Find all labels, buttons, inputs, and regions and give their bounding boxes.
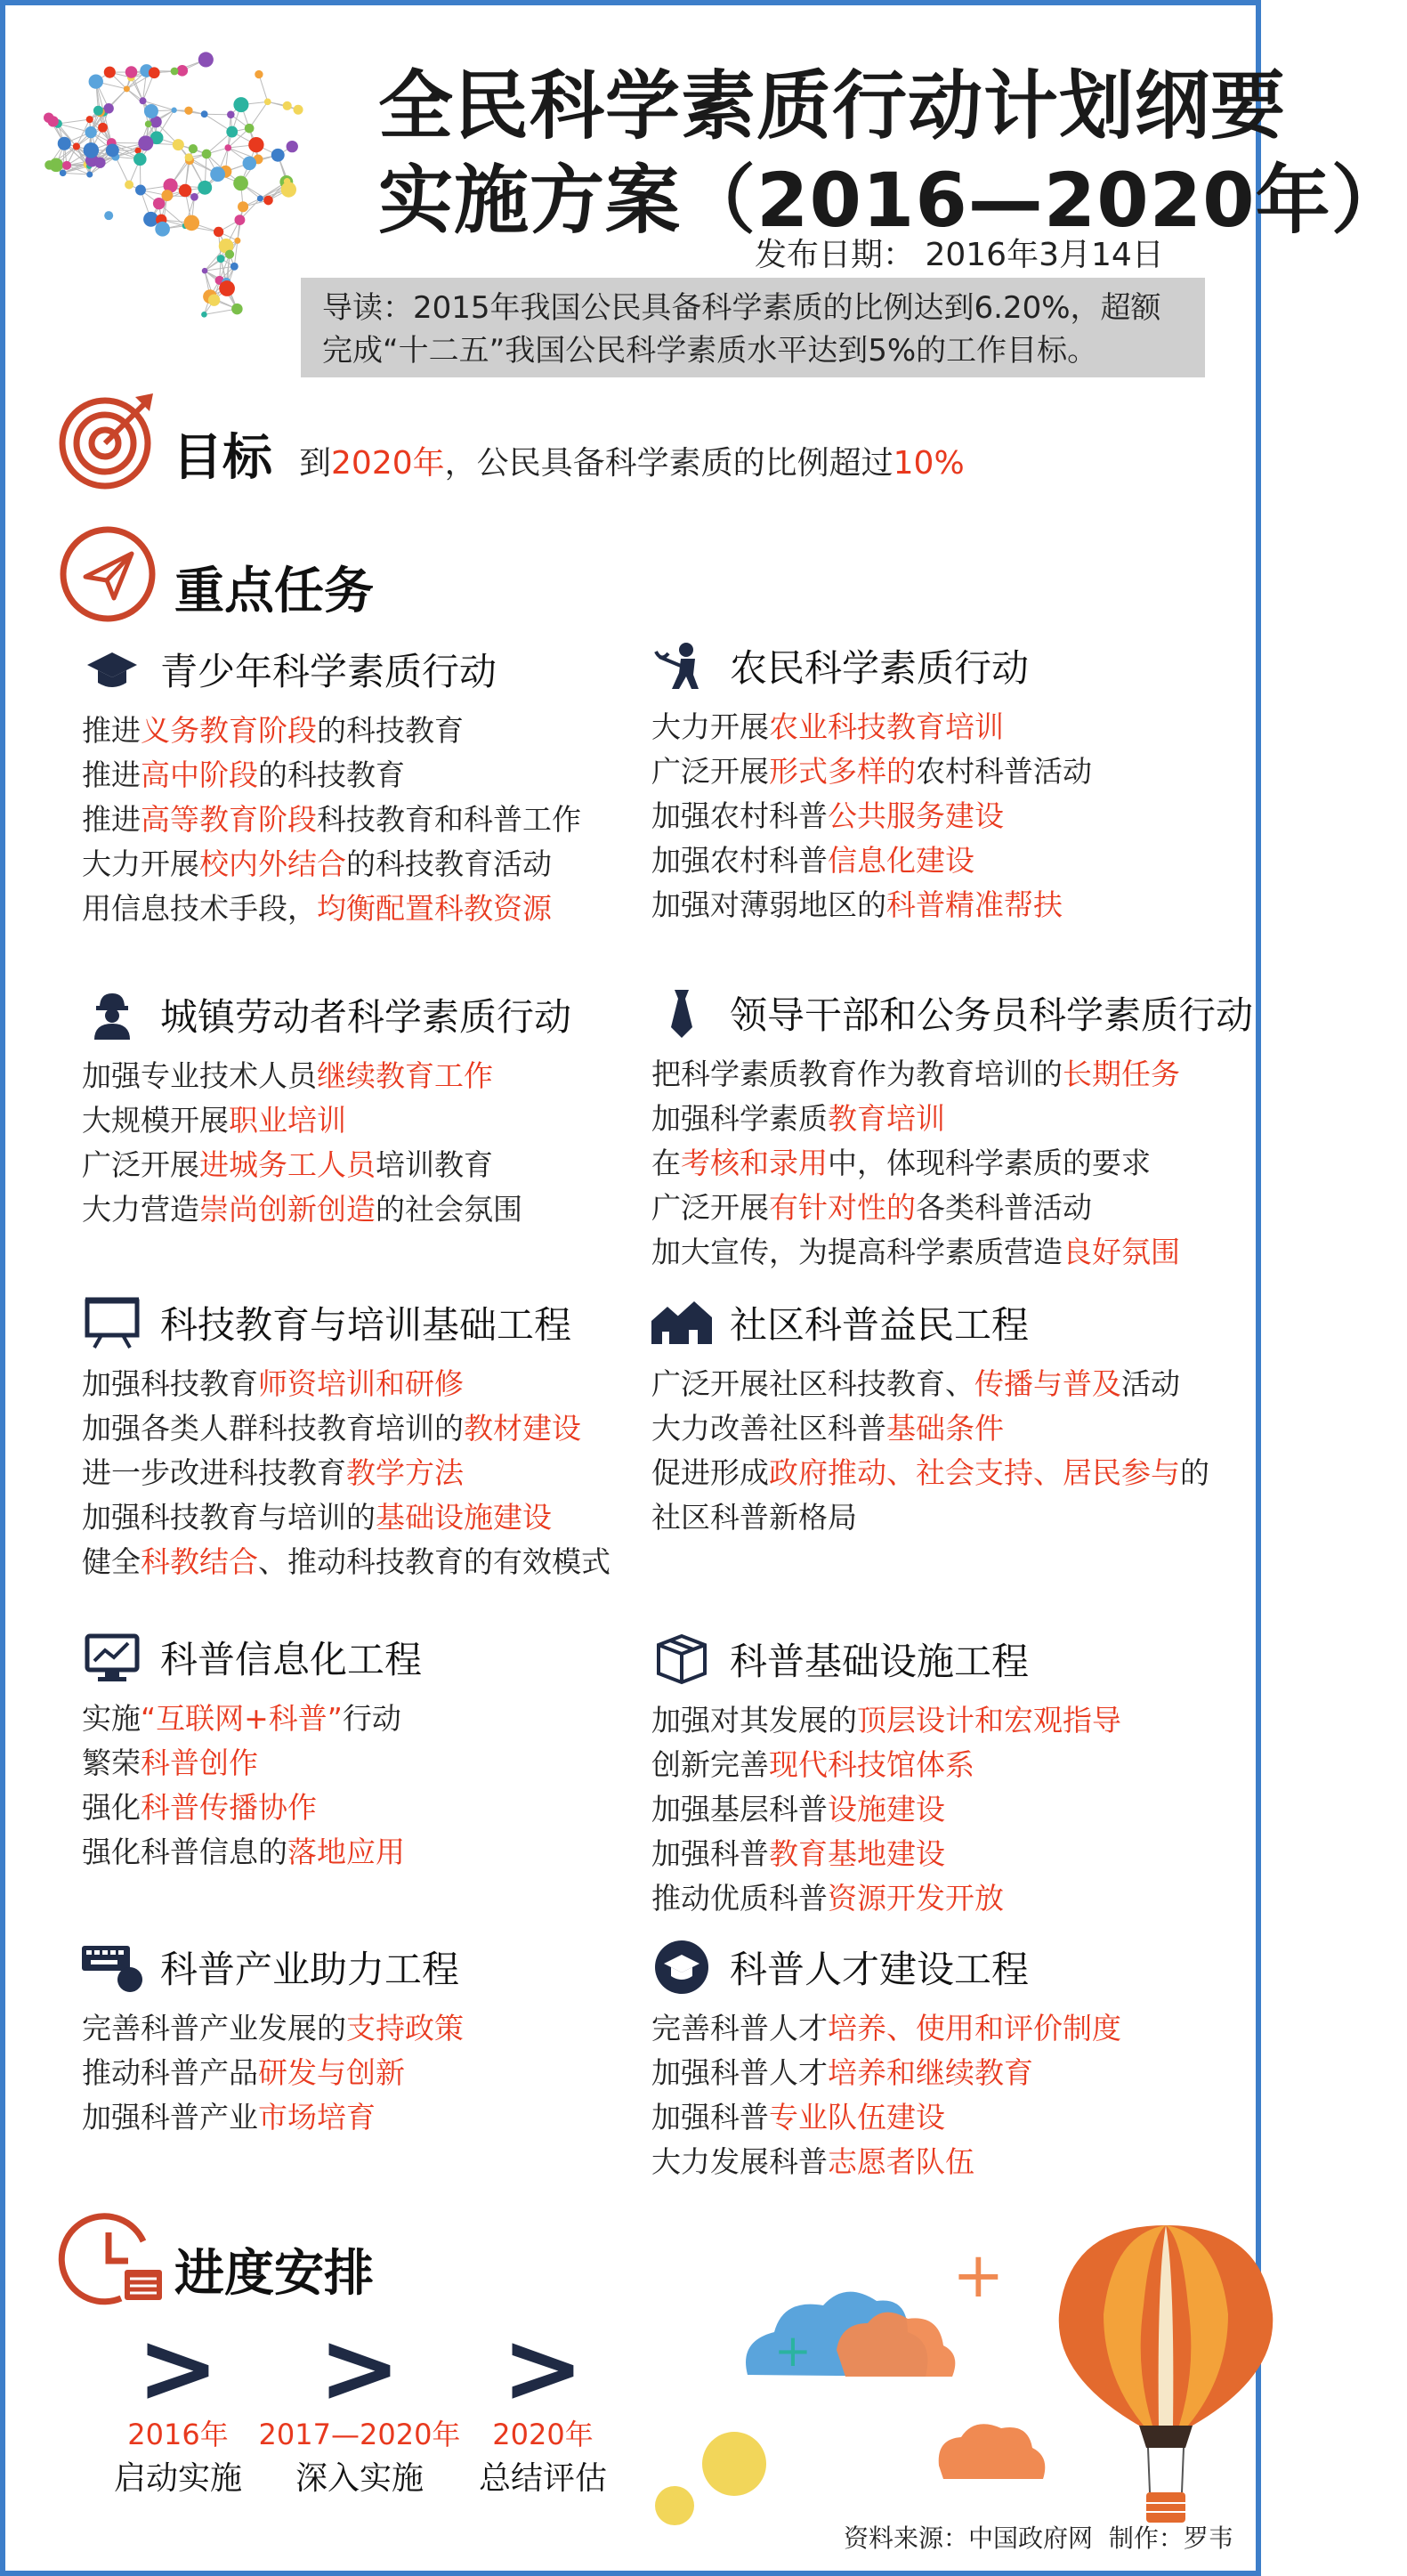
stage-year: 2020年 [492,2418,594,2451]
task-text: 创新完善 [651,1747,769,1782]
task-text: 的社会氛围 [376,1192,522,1227]
task-text: 加强农村科普 [651,843,828,878]
task-block-header [82,1940,464,1994]
schedule-title: 进度安排 [174,2245,374,2303]
stage-year: 2016年 [127,2418,229,2451]
task-text: 大力开展 [82,847,199,881]
highlight-text: 教育基地建设 [769,1836,945,1871]
task-block-title: 青少年科学素质行动 [160,650,497,693]
task-text: 行动 [342,1701,401,1736]
task-line [82,798,581,842]
highlight-text: 有针对性的 [769,1190,916,1225]
highlight-text: 资源开发开放 [828,1881,1004,1916]
boxes-icon [651,1632,712,1686]
highlight-text: 高等教育阶段 [141,802,317,837]
task-text: 大力改善社区科普 [651,1411,886,1446]
highlight-text: 基础设施建设 [376,1500,552,1535]
orange-cloud-icon [837,2313,1045,2479]
task-line [651,1451,1209,1495]
task-line [651,1406,1209,1451]
task-line [82,1697,422,1741]
task-block-title: 社区科普益民工程 [730,1303,1030,1347]
task-block-title: 农民科学素质行动 [730,646,1030,690]
task-block-title: 科普基础设施工程 [730,1640,1030,1683]
task-text: 促进形成 [651,1455,769,1490]
task-text: 加强科技教育与培训的 [82,1500,376,1535]
task-line [82,842,581,887]
intro-line-2: 完成“十二五”我国公民科学素质水平达到5%的工作目标。 [322,333,1098,369]
highlight-text: 培养和继续教育 [828,2055,1033,2090]
task-text: 加强基层科普 [651,1792,828,1827]
task-text: 在 [651,1146,681,1180]
task-text: 强化 [82,1790,141,1825]
task-block-lines [651,705,1092,928]
highlight-text: 顶层设计和宏观指导 [857,1703,1121,1738]
task-text: 加强科普 [651,1836,769,1871]
highlight-text: 基础条件 [886,1411,1004,1446]
task-text: 进一步改进科技教育 [82,1455,346,1490]
task-text: 的科技教育活动 [346,847,552,881]
task-line [651,1097,1253,1141]
highlight-text: 传播与普及 [974,1366,1121,1401]
task-block [651,986,1253,1275]
task-block-header [651,639,1092,693]
task-block-header [82,1631,422,1684]
highlight-text: 长期任务 [1063,1057,1180,1091]
highlight-text: 进城务工人员 [199,1147,376,1182]
task-text: 农村科普活动 [916,754,1092,789]
task-text: 推动优质科普 [651,1881,828,1916]
monitor-chart-icon [82,1631,142,1684]
task-block-lines [651,1362,1209,1540]
task-block [651,639,1092,928]
task-block-header [651,1940,1121,1994]
task-text: 完善科普人才 [651,2011,828,2045]
intro-box [301,278,1205,377]
task-text: 大力营造 [82,1192,199,1227]
clock-icon [59,2206,166,2313]
task-text: 推进 [82,757,141,792]
task-text: 培训教育 [376,1147,493,1182]
task-line [82,709,581,753]
keyboard-mouse-icon [82,1940,142,1994]
task-line [82,887,581,931]
task-line [651,2140,1121,2184]
highlight-text: 政府推动、社会支持、居民参与 [769,1455,1180,1490]
graduation-cap-icon [82,643,142,696]
tie-icon [651,986,712,1040]
goal-text: 到2020年，公民具备科学素质的比例超过10% [299,445,965,482]
task-text: 推进 [82,802,141,837]
task-text: 大规模开展 [82,1103,229,1138]
brain-network-icon [25,36,345,338]
stage-label: 总结评估 [478,2460,607,2497]
target-icon [59,392,157,490]
task-text: 实施 [82,1701,141,1736]
highlight-text: 崇尚创新创造 [199,1192,376,1227]
blackboard-icon [82,1296,142,1349]
stage-year: 2017—2020年 [258,2418,461,2451]
highlight-text: 师资培训和研修 [258,1366,464,1401]
goal-title: 目标 [173,429,272,487]
highlight-text: 继续教育工作 [317,1058,493,1093]
task-text: 的科技教育 [258,757,405,792]
task-line [651,705,1092,749]
highlight-text: 科普创作 [141,1746,258,1780]
plus-icon: + [952,2239,1005,2312]
highlight-text: 设施建设 [828,1792,945,1827]
task-text: 推动科普产品 [82,2055,258,2090]
highlight-text: “互联网+科普” [141,1701,343,1736]
intro-line-1: 导读：2015年我国公民具备科学素质的比例达到6.20%，超额 [322,290,1161,326]
task-line [82,1451,611,1495]
task-text: 加强科学素质 [651,1101,828,1136]
plus-icon: + [774,2325,812,2377]
highlight-text: 市场培育 [258,2100,376,2135]
chevron-right-icon: > [136,2311,220,2425]
task-line [651,1186,1253,1230]
task-text: 、推动科技教育的有效模式 [258,1544,611,1579]
highlight-text: 支持政策 [346,2011,464,2045]
task-block [82,1296,611,1584]
yellow-dot-icon [655,2432,766,2525]
page-title-line1: 全民科学素质行动计划纲要 [378,62,1287,150]
stage-3 [436,2311,650,2499]
highlight-text: 考核和录用 [681,1146,828,1180]
highlight-text: 研发与创新 [258,2055,405,2090]
task-text: 各类科普活动 [916,1190,1092,1225]
task-block-title: 科普信息化工程 [160,1638,423,1681]
task-line [82,753,581,798]
task-text: 加强科普人才 [651,2055,828,2090]
task-line [651,1495,1209,1540]
task-text: 的科技教育 [317,713,464,748]
highlight-text: 现代科技馆体系 [769,1747,974,1782]
task-text: 推进 [82,713,141,748]
task-line [82,1495,611,1540]
task-text: 繁荣 [82,1746,141,1780]
task-block-lines [651,2006,1121,2184]
task-text: 加大宣传，为提高科学素质营造 [651,1235,1063,1269]
task-line [82,1187,571,1232]
stage-label: 深入实施 [295,2460,424,2497]
task-line [651,883,1092,928]
task-text: 加强科普 [651,2100,769,2135]
task-block-lines [82,1054,571,1232]
task-block-title: 城镇劳动者科学素质行动 [160,995,572,1039]
houses-icon [651,1296,712,1349]
task-line [651,1052,1253,1097]
task-text: 加强对薄弱地区的 [651,887,886,922]
task-line [82,1830,422,1875]
highlight-text: 志愿者队伍 [828,2144,974,2179]
task-block [651,1940,1121,2184]
highlight-text: 培养、使用和评价制度 [828,2011,1121,2045]
task-line [82,1054,571,1098]
highlight-text: 义务教育阶段 [141,713,317,748]
task-block [82,1940,464,2140]
task-line [651,2006,1121,2051]
task-text: 广泛开展 [651,754,769,789]
task-block-lines [651,1698,1121,1921]
task-block-header [651,1296,1209,1349]
task-line [82,2095,464,2140]
task-block-header [82,1296,611,1349]
highlight-text: 科教结合 [141,1544,258,1579]
highlight-text: 公共服务建设 [828,798,1004,833]
task-text: 大力开展 [651,709,769,744]
task-block-title: 科技教育与培训基础工程 [160,1303,572,1347]
task-text: 大力发展科普 [651,2144,828,2179]
highlight-text: 信息化建设 [828,843,974,878]
task-block-lines [651,1052,1253,1275]
task-line [651,2095,1121,2140]
task-text: 健全 [82,1544,141,1579]
task-line [651,2051,1121,2095]
task-text: 强化科普信息的 [82,1835,287,1869]
highlight-text: 均衡配置科教资源 [317,891,552,926]
highlight-text: 良好氛围 [1063,1235,1180,1269]
task-line [82,1098,571,1143]
highlight-text: 科普传播协作 [141,1790,317,1825]
highlight-text: 教育培训 [828,1101,945,1136]
task-text: 加强专业技术人员 [82,1058,317,1093]
task-line [82,1540,611,1584]
task-block [651,1296,1209,1540]
task-line [651,1141,1253,1186]
task-line [651,1230,1253,1275]
stage-2 [253,2311,466,2499]
task-line [651,1698,1121,1743]
task-text: 用信息技术手段， [82,891,317,926]
task-block-header [651,1632,1121,1686]
highlight-text: 职业培训 [229,1103,346,1138]
task-text: 加强各类人群科技教育培训的 [82,1411,464,1446]
highlight-text: 教材建设 [464,1411,581,1446]
task-text: 加强农村科普 [651,798,828,833]
task-line [651,1876,1121,1921]
task-text: 广泛开展 [82,1147,199,1182]
task-text: 社区科普新格局 [651,1500,857,1535]
task-block-title: 科普人才建设工程 [730,1948,1030,1991]
task-text: 加强科技教育 [82,1366,258,1401]
task-block-header [651,986,1253,1040]
task-line [82,1143,571,1187]
task-text: 中，体现科学素质的要求 [828,1146,1151,1180]
task-line [82,1786,422,1830]
task-line [651,1743,1121,1787]
task-text: 完善科普产业发展的 [82,2011,346,2045]
task-line [651,1362,1209,1406]
stage-label: 启动实施 [113,2460,242,2497]
task-line [651,1787,1121,1832]
highlight-text: 农业科技教育培训 [769,709,1004,744]
task-text: 科技教育和科普工作 [317,802,581,837]
task-block-lines [82,709,581,931]
publish-date: 发布日期： 2016年3月14日 [755,237,1164,273]
task-block-lines [82,1697,422,1875]
task-line [651,838,1092,883]
task-line [82,1741,422,1786]
page-title-line2: 实施方案（2016—2020年） [378,157,1407,244]
farmer-icon [651,639,712,693]
highlight-text: 科普精准帮扶 [886,887,1063,922]
task-block-header [82,643,581,696]
chevron-right-icon: > [501,2311,585,2425]
task-text: 加强科普产业 [82,2100,258,2135]
task-text: 加强对其发展的 [651,1703,857,1738]
worker-icon [82,988,142,1041]
tasks-title: 重点任务 [174,563,374,620]
highlight-text: 高中阶段 [141,757,258,792]
task-line [82,2006,464,2051]
task-line [82,2051,464,2095]
task-text: 活动 [1121,1366,1180,1401]
task-text: 的 [1180,1455,1209,1490]
clouds-balloon-illustration [641,2199,1255,2572]
task-block-lines [82,2006,464,2140]
task-text: 把科学素质教育作为教育培训的 [651,1057,1063,1091]
task-line [651,749,1092,794]
task-block-header [82,988,571,1041]
hot-air-balloon-icon [1059,2225,1274,2523]
chevron-right-icon: > [318,2311,401,2425]
task-line [82,1406,611,1451]
graduate-badge-icon [651,1940,712,1994]
paper-plane-icon [59,525,157,623]
task-block-lines [82,1362,611,1584]
task-block [82,1631,422,1875]
task-block-title: 领导干部和公务员科学素质行动 [730,993,1254,1037]
task-line [651,794,1092,838]
highlight-text: 校内外结合 [199,847,346,881]
task-block [82,988,571,1232]
task-text: 广泛开展 [651,1190,769,1225]
task-block [651,1632,1121,1921]
task-block-title: 科普产业助力工程 [160,1948,460,1991]
highlight-text: 落地应用 [287,1835,405,1869]
task-line [651,1832,1121,1876]
task-line [82,1362,611,1406]
task-block [82,643,581,931]
footer-credits: 资料来源：中国政府网 制作：罗韦 [844,2523,1233,2553]
highlight-text: 教学方法 [346,1455,464,1490]
highlight-text: 形式多样的 [769,754,916,789]
highlight-text: 专业队伍建设 [769,2100,945,2135]
task-text: 广泛开展社区科技教育、 [651,1366,974,1401]
